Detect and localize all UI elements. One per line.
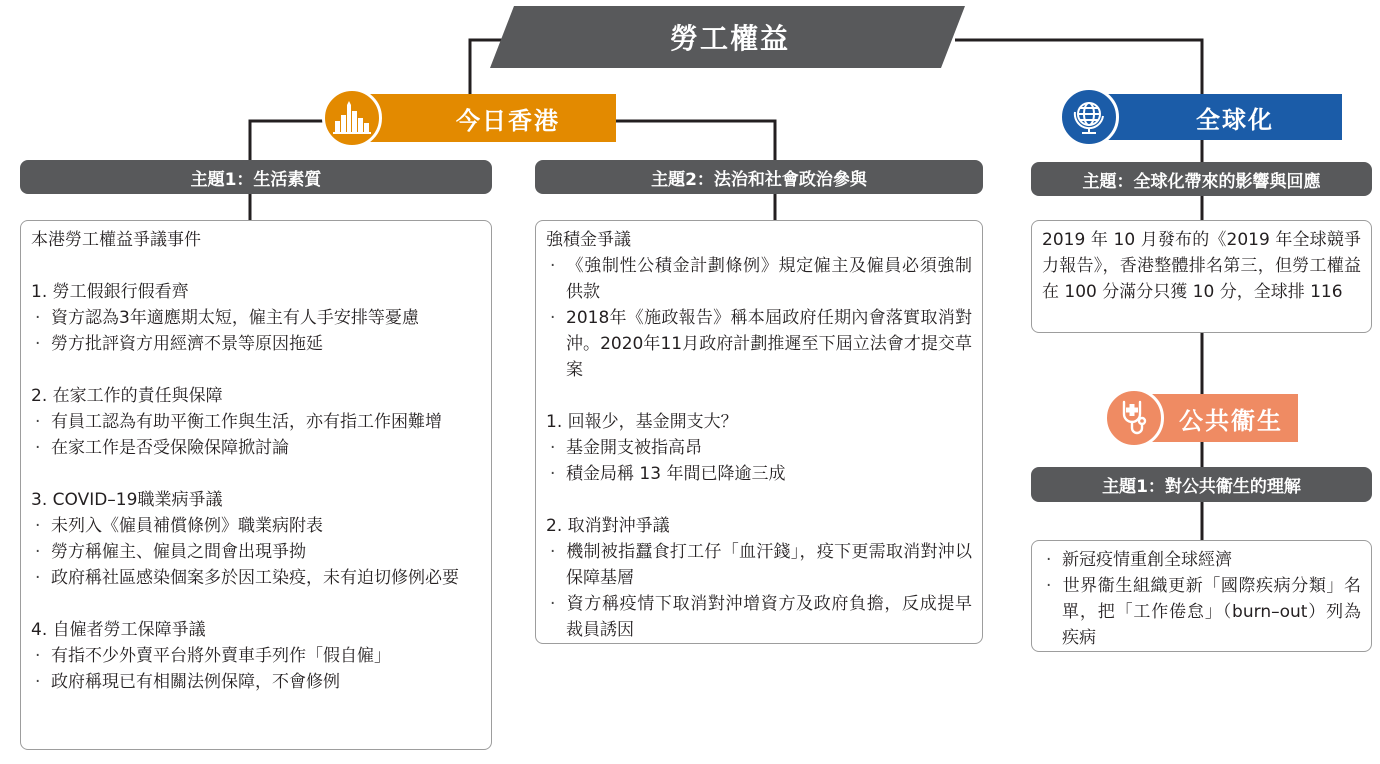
- box-heading: 本港勞工權益爭議事件: [31, 230, 201, 250]
- bullet-text: · 資方認為3年適應期太短，僱主有人手安排等憂慮: [31, 305, 481, 331]
- bullet-text: · 2018年《施政報告》稱本屆政府任期內會落實取消對沖。2020年11月政府計劃推遲至下屆立法會才提交草案: [546, 305, 972, 383]
- bullet-text: · 基金開支被指高昂: [546, 435, 972, 461]
- bullet-text: · 機制被指蠶食打工仔「血汗錢」，疫下更需取消對沖以保障基層: [546, 539, 972, 591]
- bullet-text: · 資方稱疫情下取消對沖增資方及政府負擔，反成提早裁員誘因: [546, 591, 972, 643]
- content-box-quality-of-life: [20, 220, 492, 750]
- section-banner-global: [1098, 94, 1342, 140]
- globe-icon: [1059, 87, 1119, 147]
- topic-public-health: 主題1：對公共衞生的理解: [1031, 467, 1372, 502]
- content-box-globalization: [1031, 220, 1372, 333]
- connector-hk-topic2: [615, 121, 775, 160]
- topic-rule-of-law: 主題2：法治和社會政治參與: [535, 160, 983, 194]
- section-banner-hk: [360, 94, 616, 142]
- bullet-text: · 未列入《僱員補償條例》職業病附表: [31, 513, 481, 539]
- bullet-text: · 勞方批評資方用經濟不景等原因拖延: [31, 331, 481, 357]
- content-box-public-health: [1031, 540, 1372, 652]
- bullet-text: · 政府稱社區感染個案多於因工染疫，未有迫切修例必要: [31, 565, 481, 591]
- bullet-text: · 政府稱現已有相關法例保障，不會修例: [31, 669, 481, 695]
- item-title: 1. 勞工假銀行假看齊: [31, 282, 189, 302]
- bullet-text: · 世界衞生組織更新「國際疾病分類」名單，把「工作倦怠」（burn–out）列為疾病: [1042, 573, 1361, 651]
- connector-hk-topic1: [250, 121, 330, 160]
- item-title: 3. COVID–19職業病爭議: [31, 490, 223, 510]
- section-label-hk: 今日香港: [456, 106, 560, 135]
- bullet-text: · 在家工作是否受保險保障掀討論: [31, 435, 481, 461]
- bullet-text: · 積金局稱 13 年間已降逾三成: [546, 461, 972, 487]
- bullet-text: · 勞方稱僱主、僱員之間會出現爭拗: [31, 539, 481, 565]
- item-title: 2. 取消對沖爭議: [546, 516, 670, 536]
- item-title: 1. 回報少，基金開支大？: [546, 412, 738, 432]
- item-title: 2. 在家工作的責任與保障: [31, 386, 223, 406]
- section-label-global: 全球化: [1196, 105, 1274, 134]
- bullet-text: · 新冠疫情重創全球經濟: [1042, 547, 1361, 573]
- city-skyline-icon: [322, 88, 382, 148]
- content-box-rule-of-law: [535, 220, 983, 644]
- stethoscope-icon: [1104, 388, 1164, 448]
- bullet-text: · 《強制性公積金計劃條例》規定僱主及僱員必須強制供款: [546, 253, 972, 305]
- globalization-text: 2019 年 10 月發布的《2019 年全球競爭力報告》，香港整體排名第三，但勞工權益在 100 分滿分只獲 10 分，全球排 116: [1042, 230, 1361, 302]
- bullet-text: · 有員工認為有助平衡工作與生活，亦有指工作困難增: [31, 409, 481, 435]
- topic-quality-of-life: 主題1：生活素質: [20, 160, 492, 194]
- item-title: 4. 自僱者勞工保障爭議: [31, 620, 206, 640]
- section-label-health: 公共衞生: [1179, 406, 1283, 435]
- page-title: 勞工權益: [669, 22, 790, 55]
- topic-globalization: 主題：全球化帶來的影響與回應: [1031, 162, 1372, 196]
- bullet-text: · 有指不少外賣平台將外賣車手列作「假自僱」: [31, 643, 481, 669]
- box-heading: 強積金爭議: [546, 230, 631, 250]
- connector-title-global: [955, 40, 1202, 95]
